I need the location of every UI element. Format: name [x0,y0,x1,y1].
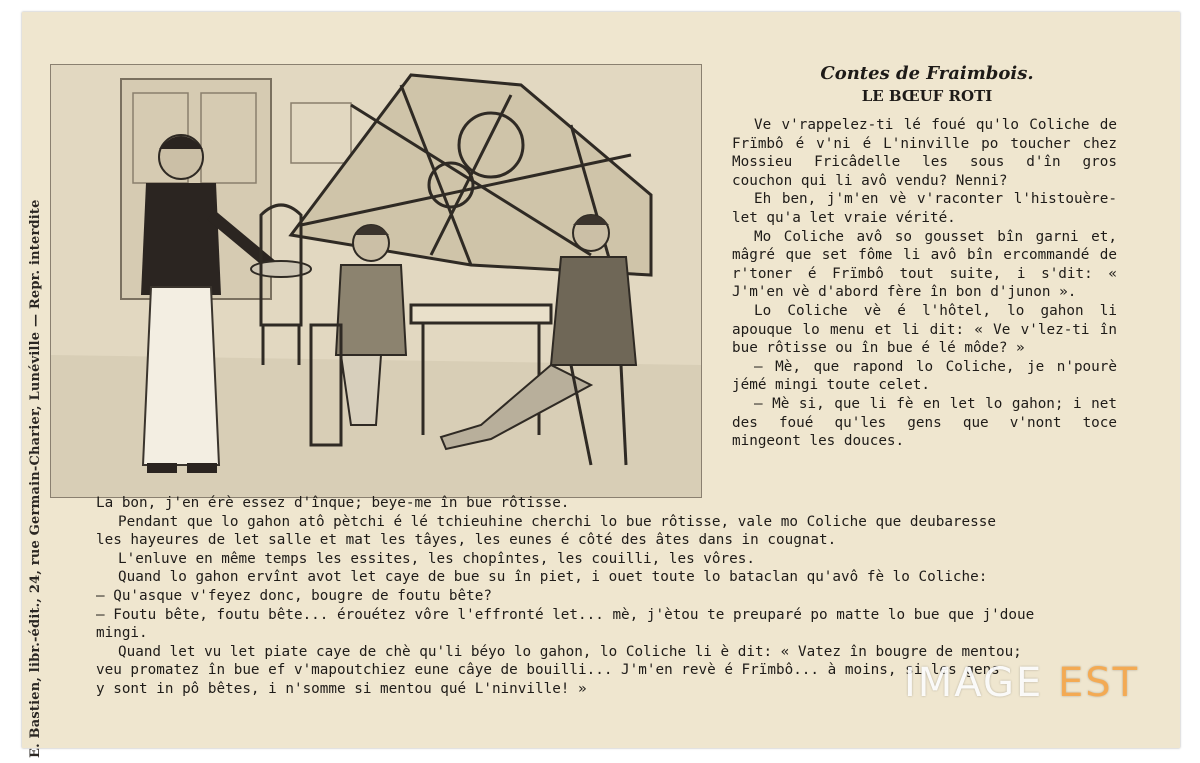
postcard [22,12,1180,758]
text-line: les hayeures de let salle et mat les tâyes, les eunes é côté des âtes dans in cougnat. [96,532,837,549]
watermark-part-est: EST [1057,660,1140,706]
series-title: Contes de Fraimbois. [820,63,1034,84]
paragraph: — Mè, que rapond lo Coliche, je n'pourè jémé mingi toute celet. [732,358,1117,394]
publisher-imprint: E. Bastien, libr.-édit., 24, rue Germain-Charier, Lunéville — Repr. interdite [28,199,43,758]
text-line: L'enluve en même temps les essites, les chopîntes, les couilli, les vôres. [118,550,755,567]
text-line: veu promatez în bue ef v'mapoutchiez eune câye de bouilli... J'm'en revè é Frïmbô... à moins, si les gens [96,662,1000,679]
paragraph: Ve v'rappelez-ti lé foué qu'lo Coliche de Frïmbô é v'ni é L'ninville po toucher chez Mossieu Fricâdelle les sous d'în gros couchon qui li avô vendu? Nenni? [732,117,1117,189]
text-line: — Qu'asque v'feyez donc, bougre de foutu bête? [96,587,492,604]
paragraph: — Mè si, que li fè en let lo gahon; i net des foué qu'les gens que v'nont toce mingeont les douces. [732,395,1117,450]
text-line: — Foutu bête, foutu bête... érouétez vôre l'effronté let... mè, j'ètou te preuparé po matte lo bue que j'doue [96,606,1035,623]
story-title: LE BŒUF ROTI [861,87,993,105]
title-block [717,63,1137,105]
paragraph: Eh ben, j'm'en vè v'raconter l'histouère-let qu'a let vraie vérité. [732,191,1117,226]
story-text-right-column [732,116,1117,451]
engraving-illustration [50,64,702,498]
watermark-part-image: IMAGE [904,660,1058,706]
text-line: mingi. [96,625,148,642]
paragraph: Lo Coliche vè é l'hôtel, lo gahon li apouque lo menu et li dit: « Ve v'lez-ti în bue rôtisse ou în bue é lé môde? » [732,302,1117,357]
text-line: y sont in pô bêtes, i n'somme si mentou qué L'ninville! » [96,680,587,697]
text-line: Pendant que lo gahon atô pètchi é lé tchieuhine cherchi lo bue rôtisse, vale mo Coliche que deubaresse [118,513,996,530]
text-line: Quand lo gahon ervînt avot let caye de bue su în piet, i ouet toute lo bataclan qu'avô fè lo Coliche: [118,569,988,586]
restaurant-scene-drawing [51,65,701,497]
text-line: Quand let vu let piate caye de chè qu'li béyo lo gahon, lo Coliche li è dit: « Vatez în bougre de mentou; [118,643,1022,660]
paragraph: Mo Coliche avô so gousset bîn garni et, mâgré que set fôme li avô bîn ercommandé de r'toner é Frïmbô tout suite, i s'dit: « J'm'en vè d'abord fère în bon d'junon ». [732,228,1117,301]
image-est-watermark [904,660,1139,706]
text-line: La bon, j'en érè essez d'înque; beye-me în bue rôtisse. [96,495,570,511]
